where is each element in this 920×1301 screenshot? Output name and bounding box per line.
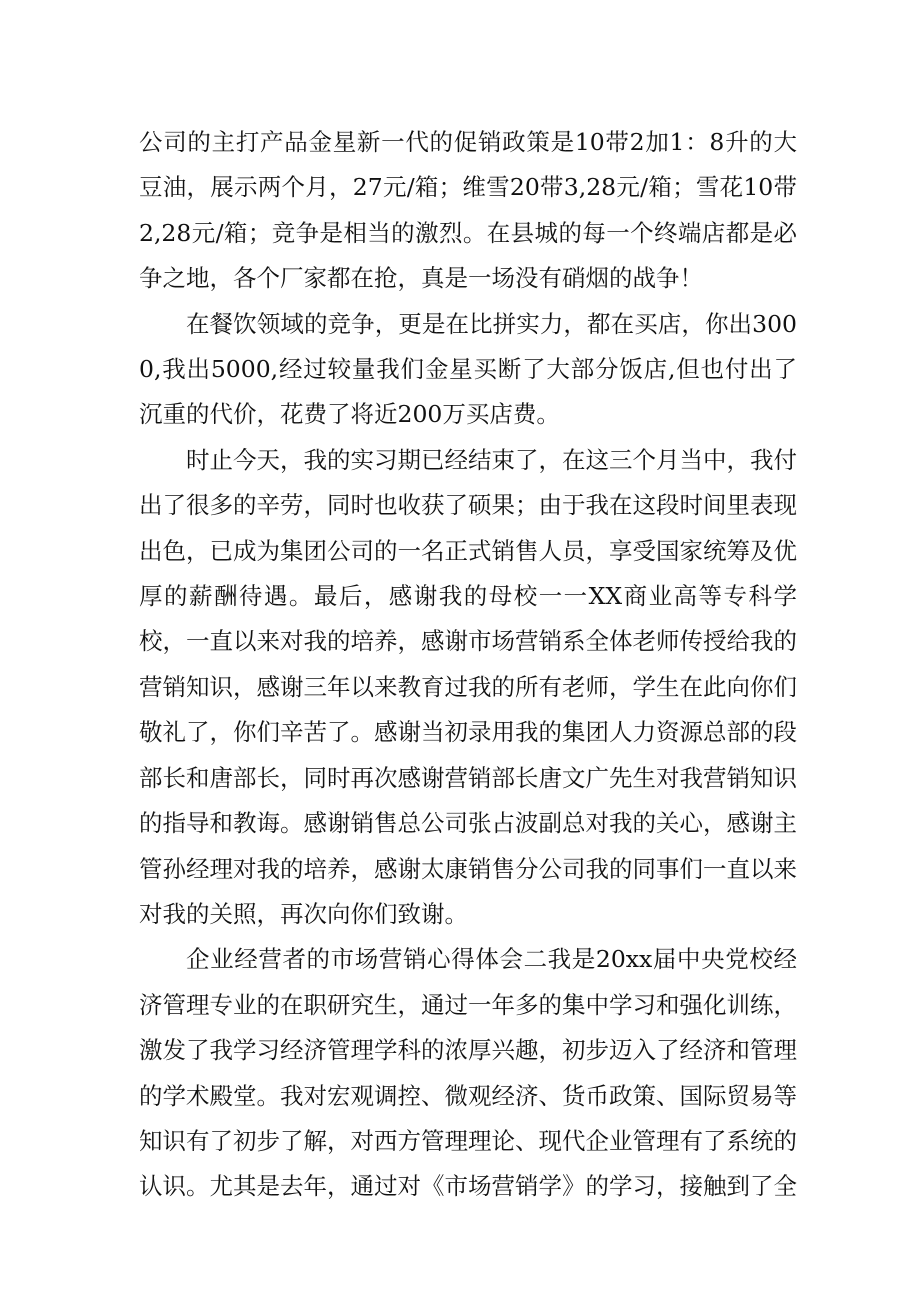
document-body [139, 120, 797, 1210]
paragraph-catering-competition: 在餐饮领域的竞争，更是在比拼实力，都在买店，你出3000,我出5000,经过较量我们金星买断了大部分饭店,但也付出了沉重的代价，花费了将近200万买店费。 [139, 309, 797, 429]
paragraph-internship-thanks: 时止今天，我的实习期已经结束了，在这三个月当中，我付出了很多的辛劳，同时也收获了硕果；由于我在这段时间里表现出色，已成为集团公司的一名正式销售人员，享受国家统筹及优厚的薪酬待遇。最后，感谢我的母校一一XX商业高等专科学校，一直以来对我的培养，感谢市场营销系全体老师传授给我的营销知识，感谢三年以来教育过我的所有老师，学生在此向你们敬礼了，你们辛苦了。感谢当初录用我的集团人力资源总部的段部长和唐部长，同时再次感谢营销部长唐文广先生对我营销知识的指导和教诲。感谢销售总公司张占波副总对我的关心，感谢主管孙经理对我的培养，感谢太康销售分公司我的同事们一直以来对我的关照，再次向你们致谢。 [139, 445, 797, 928]
paragraph-marketing-experience: 企业经营者的市场营销心得体会二我是20xx届中央党校经济管理专业的在职研究生，通过一年多的集中学习和强化训练，激发了我学习经济管理学科的浓厚兴趣，初步迈入了经济和管理的学术殿堂。我对宏观调控、微观经济、货币政策、国际贸易等知识有了初步了解，对西方管理理论、现代企业管理有了系统的认识。尤其是去年，通过对《市场营销学》的学习，接触到了全 [139, 945, 797, 1201]
paragraph-promotion-policy: 公司的主打产品金星新一代的促销政策是10带2加1：8升的大豆油，展示两个月，27元/箱；维雪20带3,28元/箱；雪花10带2,28元/箱；竞争是相当的激烈。在县城的每一个终端店都是必争之地，各个厂家都在抢，真是一场没有硝烟的战争！ [139, 128, 797, 293]
